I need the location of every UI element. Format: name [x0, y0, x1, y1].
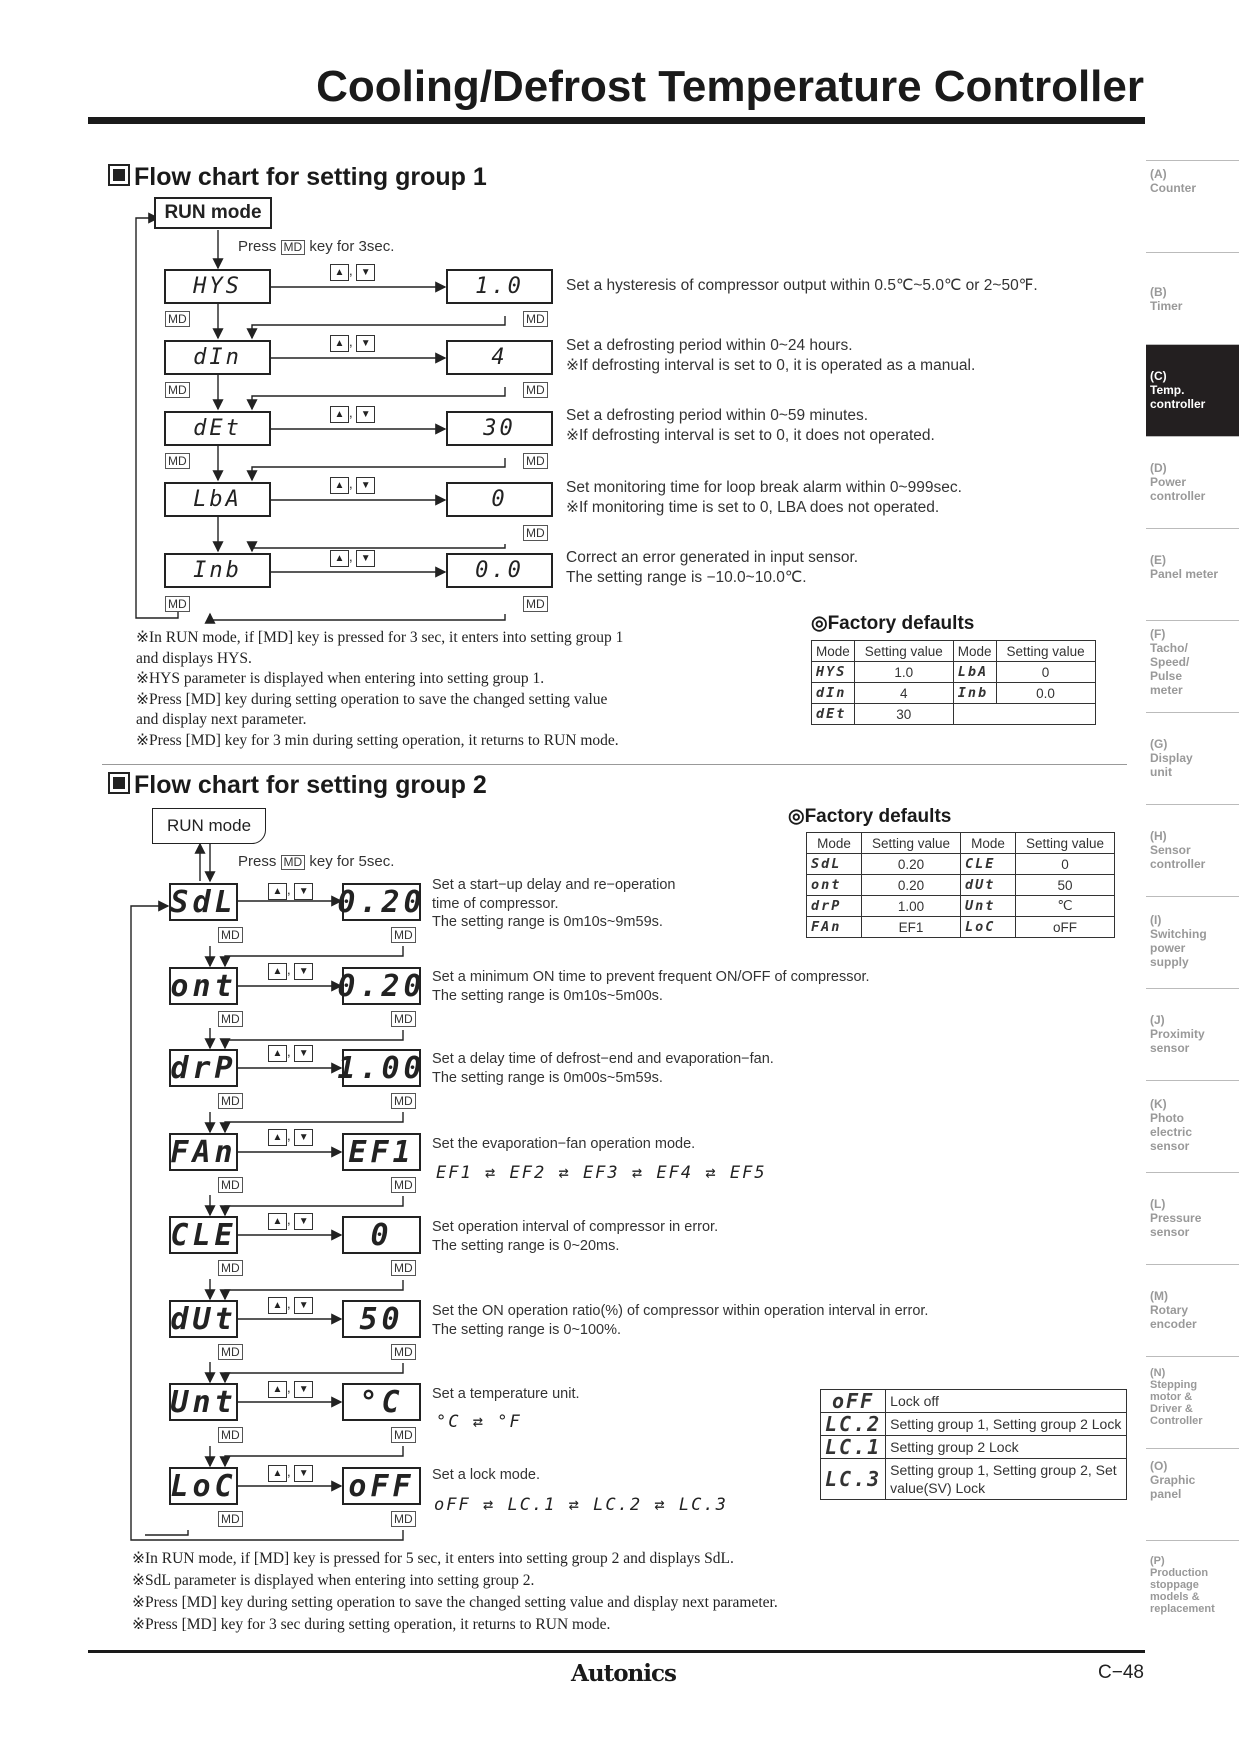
param-desc-drp: Set a delay time of defrost−end and evaporation−fan. The setting range is 0m00s~5m59s. — [432, 1051, 774, 1086]
side-tab-counter[interactable]: (A) Counter — [1146, 160, 1239, 252]
md-key-icon: MD — [523, 382, 548, 398]
title-rule — [88, 117, 1145, 124]
up-key-icon: ▲ — [268, 883, 287, 900]
md-key-icon: MD — [165, 382, 190, 398]
md-key-icon: MD — [218, 1344, 243, 1360]
md-key-icon: MD — [218, 1427, 243, 1443]
section-divider — [102, 764, 1127, 765]
param-value-lba: 0 — [446, 482, 553, 517]
table-header-row: Mode Setting value Mode Setting value — [807, 833, 1115, 854]
param-value-unt: °C — [342, 1383, 421, 1421]
param-desc-unt: Set a temperature unit. — [432, 1386, 580, 1402]
param-code-hys: HYS — [164, 269, 271, 304]
md-key-icon: MD — [165, 596, 190, 612]
param-code-lba: LbA — [164, 482, 271, 517]
up-key-icon: ▲ — [330, 264, 349, 281]
up-key-icon: ▲ — [268, 1465, 287, 1482]
down-key-icon: ▼ — [356, 406, 375, 423]
up-down-keys: ▲ , ▼ — [268, 1212, 313, 1230]
param-desc-inb: Correct an error generated in input sensor. The setting range is −10.0~10.0℃. — [566, 549, 859, 586]
factory-defaults-table-2 — [806, 832, 1115, 938]
md-key-icon: MD — [391, 1511, 416, 1527]
table-row: LC.2 Setting group 1, Setting group 2 Lock — [821, 1413, 1127, 1436]
side-tab-switching-power-supply[interactable]: (I) Switching power supply — [1146, 896, 1239, 988]
side-tab-pressure-sensor[interactable]: (L) Pressure sensor — [1146, 1172, 1239, 1264]
table-header-row: Mode Setting value Mode Setting value — [812, 641, 1096, 662]
cycle-arrow-icon: ⇄ — [482, 1495, 496, 1515]
table-row: LC.3 Setting group 1, Setting group 2, Set value(SV) Lock — [821, 1459, 1127, 1500]
param-value-loc: oFF — [342, 1467, 421, 1505]
table-row: drP 1.00 Unt ℃ — [807, 896, 1115, 917]
up-key-icon: ▲ — [330, 477, 349, 494]
side-tab-photo-electric-sensor[interactable]: (K) Photo electric sensor — [1146, 1080, 1239, 1172]
fan-mode-cycle: EF1 ⇄ EF2 ⇄ EF3 ⇄ EF4 ⇄ EF5 — [436, 1163, 767, 1183]
param-value-det: 30 — [446, 411, 553, 446]
up-key-icon: ▲ — [330, 550, 349, 567]
param-value-din: 4 — [446, 340, 553, 375]
param-value-inb: 0.0 — [446, 553, 553, 588]
down-key-icon: ▼ — [294, 963, 313, 980]
group2-title: Flow chart for setting group 2 — [108, 771, 487, 800]
side-tab-production-stoppage[interactable]: (P) Production stoppage models & replacement — [1146, 1540, 1239, 1642]
md-key-icon: MD — [218, 1093, 243, 1109]
table-row: dIn 4 Inb 0.0 — [812, 683, 1096, 704]
side-tab-proximity-sensor[interactable]: (J) Proximity sensor — [1146, 988, 1239, 1080]
md-key-icon: MD — [218, 927, 243, 943]
param-desc-dut: Set the ON operation ratio(%) of compressor within operation interval in error. The setting range is 0~100%. — [432, 1303, 929, 1338]
cycle-arrow-icon: ⇄ — [484, 1163, 498, 1183]
down-key-icon: ▼ — [294, 1465, 313, 1482]
up-key-icon: ▲ — [268, 1381, 287, 1398]
down-key-icon: ▼ — [356, 264, 375, 281]
param-desc-det: Set a defrosting period within 0~59 minutes. ※If defrosting interval is set to 0, it does not operated. — [566, 407, 935, 444]
up-key-icon: ▲ — [268, 1129, 287, 1146]
md-key-icon: MD — [281, 240, 306, 255]
param-desc-ont: Set a minimum ON time to prevent frequent ON/OFF of compressor. The setting range is 0m10s~5m00s. — [432, 969, 870, 1004]
param-desc-sdl: Set a start−up delay and re−operation time of compressor. The setting range is 0m10s~9m59s. — [432, 877, 676, 930]
param-code-det: dEt — [164, 411, 271, 446]
up-key-icon: ▲ — [268, 1045, 287, 1062]
md-key-icon: MD — [391, 1011, 416, 1027]
cycle-arrow-icon: ⇄ — [705, 1163, 718, 1183]
md-key-icon: MD — [391, 1177, 416, 1193]
side-tab-graphic-panel[interactable]: (O) Graphic panel — [1146, 1448, 1239, 1540]
up-down-keys: ▲ , ▼ — [268, 962, 313, 980]
param-code-din: dIn — [164, 340, 271, 375]
side-tab-power-controller[interactable]: (D) Power controller — [1146, 436, 1239, 528]
up-down-keys: ▲ , ▼ — [268, 1044, 313, 1062]
table-row: SdL 0.20 CLE 0 — [807, 854, 1115, 875]
md-key-icon: MD — [391, 1260, 416, 1276]
side-tab-timer[interactable]: (B) Timer — [1146, 252, 1239, 344]
up-down-keys: ▲ , ▼ — [330, 405, 375, 423]
up-key-icon: ▲ — [268, 963, 287, 980]
factory-defaults-title: ◎Factory defaults — [788, 806, 952, 827]
up-down-keys: ▲ , ▼ — [268, 1380, 313, 1398]
md-key-icon: MD — [281, 855, 306, 870]
side-tab-tacho-meter[interactable]: (F) Tacho/ Speed/ Pulse meter — [1146, 620, 1239, 712]
up-down-keys: ▲ , ▼ — [268, 1128, 313, 1146]
down-key-icon: ▼ — [294, 1213, 313, 1230]
param-code-loc: LoC — [170, 1468, 237, 1504]
param-code-fan: FAn — [170, 1134, 237, 1170]
param-code-inb: Inb — [164, 553, 271, 588]
run-mode-box: RUN mode — [154, 197, 272, 229]
md-key-icon: MD — [391, 1427, 416, 1443]
lock-cycle: oFF ⇄ LC.1 ⇄ LC.2 ⇄ LC.3 — [434, 1495, 728, 1515]
param-code-dut: dUt — [170, 1301, 237, 1337]
md-key-icon: MD — [523, 525, 548, 541]
group1-title: Flow chart for setting group 1 — [108, 163, 487, 192]
up-key-icon: ▲ — [330, 335, 349, 352]
cycle-arrow-icon: ⇄ — [654, 1495, 667, 1515]
param-code-cle: CLE — [170, 1217, 237, 1253]
press-instruction: Press MD key for 5sec. — [238, 853, 395, 870]
param-desc-loc: Set a lock mode. — [432, 1467, 540, 1483]
cycle-arrow-icon: ⇄ — [558, 1163, 571, 1183]
md-key-icon: MD — [391, 1344, 416, 1360]
up-down-keys: ▲ , ▼ — [268, 1296, 313, 1314]
press-instruction: Press MD key for 3sec. — [238, 238, 395, 255]
cycle-arrow-icon: ⇄ — [568, 1495, 581, 1515]
factory-defaults-title: ◎Factory defaults — [811, 613, 975, 634]
md-key-icon: MD — [523, 596, 548, 612]
lock-mode-table — [820, 1389, 1127, 1500]
param-desc-lba: Set monitoring time for loop break alarm within 0~999sec. ※If monitoring time is set to 0, LBA does not operated. — [566, 479, 962, 516]
up-down-keys: ▲ , ▼ — [330, 476, 375, 494]
table-row: oFF Lock off — [821, 1390, 1127, 1413]
param-value-fan: EF1 — [342, 1133, 421, 1171]
up-down-keys: ▲ , ▼ — [268, 882, 313, 900]
side-tab-stepping-motor[interactable]: (N) Stepping motor & Driver & Controller — [1146, 1356, 1239, 1448]
param-value-drp: 1.00 — [337, 1050, 426, 1086]
table-row: LC.1 Setting group 2 Lock — [821, 1436, 1127, 1459]
cycle-arrow-icon: ⇄ — [472, 1412, 485, 1432]
param-code-drp: drP — [170, 1050, 237, 1086]
group1-notes: ※In RUN mode, if [MD] key is pressed for 3 sec, it enters into setting group 1 and displays HYS. ※HYS parameter is displayed when entering into setting group 1. ※Press [MD] key during setting operation to save the changed setting value and display next parameter. ※Press [MD] key for 3 min during setting operation, it returns to RUN mode. — [136, 629, 624, 749]
param-value-hys: 1.0 — [446, 269, 553, 304]
param-value-cle: 0 — [342, 1216, 421, 1254]
param-desc-hys: Set a hysteresis of compressor output within 0.5℃~5.0℃ or 2~50℉. — [566, 277, 1038, 294]
cycle-arrow-icon: ⇄ — [631, 1163, 645, 1183]
up-key-icon: ▲ — [268, 1297, 287, 1314]
md-key-icon: MD — [391, 927, 416, 943]
up-down-keys: ▲ , ▼ — [330, 263, 375, 281]
table-row: FAn EF1 LoC oFF — [807, 917, 1115, 938]
md-key-icon: MD — [218, 1511, 243, 1527]
side-tab-panel-meter[interactable]: (E) Panel meter — [1146, 528, 1239, 620]
param-value-sdl: 0.20 — [337, 884, 426, 920]
down-key-icon: ▼ — [294, 1381, 313, 1398]
table-row: HYS 1.0 LbA 0 — [812, 662, 1096, 683]
down-key-icon: ▼ — [294, 1129, 313, 1146]
side-tab-display-unit[interactable]: (G) Display unit — [1146, 712, 1239, 804]
brand-logo: Autonics — [571, 1660, 676, 1687]
down-key-icon: ▼ — [294, 883, 313, 900]
page-number: C−48 — [1098, 1662, 1144, 1683]
param-code-ont: ont — [170, 968, 237, 1004]
table-row: ont 0.20 dUt 50 — [807, 875, 1115, 896]
param-desc-cle: Set operation interval of compressor in error. The setting range is 0~20ms. — [432, 1219, 719, 1254]
md-key-icon: MD — [523, 453, 548, 469]
param-desc-fan: Set the evaporation−fan operation mode. — [432, 1136, 696, 1152]
page-title: Cooling/Defrost Temperature Controller — [316, 62, 1144, 111]
md-key-icon: MD — [391, 1093, 416, 1109]
up-key-icon: ▲ — [330, 406, 349, 423]
side-tab-temp-controller[interactable]: (C) Temp. controller — [1146, 344, 1239, 436]
down-key-icon: ▼ — [356, 550, 375, 567]
md-key-icon: MD — [165, 311, 190, 327]
square-bullet-icon — [108, 164, 130, 186]
square-bullet-icon — [108, 772, 130, 794]
param-code-unt: Unt — [170, 1384, 237, 1420]
param-value-ont: 0.20 — [337, 968, 426, 1004]
side-tab-rotary-encoder[interactable]: (M) Rotary encoder — [1146, 1264, 1239, 1356]
md-key-icon: MD — [218, 1177, 243, 1193]
down-key-icon: ▼ — [294, 1297, 313, 1314]
md-key-icon: MD — [165, 453, 190, 469]
factory-defaults-table-1 — [811, 640, 1096, 725]
footer-rule — [88, 1650, 1145, 1653]
down-key-icon: ▼ — [294, 1045, 313, 1062]
group2-notes: ※In RUN mode, if [MD] key is pressed for 5 sec, it enters into setting group 2 and displays SdL. ※SdL parameter is displayed when entering into setting group 2. ※Press [MD] key during setting operation to save the changed setting value and display next parameter. ※Press [MD] key for 3 sec during setting operation, it returns to RUN mode. — [132, 1550, 778, 1633]
param-desc-din: Set a defrosting period within 0~24 hours. ※If defrosting interval is set to 0, it is operated as a manual. — [566, 337, 976, 374]
up-down-keys: ▲ , ▼ — [268, 1464, 313, 1482]
md-key-icon: MD — [218, 1260, 243, 1276]
up-down-keys: ▲ , ▼ — [330, 334, 375, 352]
down-key-icon: ▼ — [356, 335, 375, 352]
up-key-icon: ▲ — [268, 1213, 287, 1230]
md-key-icon: MD — [218, 1011, 243, 1027]
side-tab-sensor-controller[interactable]: (H) Sensor controller — [1146, 804, 1239, 896]
param-code-sdl: SdL — [170, 884, 237, 920]
md-key-icon: MD — [523, 311, 548, 327]
unit-cycle: °C ⇄ °F — [436, 1412, 522, 1432]
down-key-icon: ▼ — [356, 477, 375, 494]
table-row: dEt 30 — [812, 704, 1096, 725]
run-mode-box: RUN mode — [152, 808, 266, 844]
param-value-dut: 50 — [342, 1300, 421, 1338]
up-down-keys: ▲ , ▼ — [330, 549, 375, 567]
